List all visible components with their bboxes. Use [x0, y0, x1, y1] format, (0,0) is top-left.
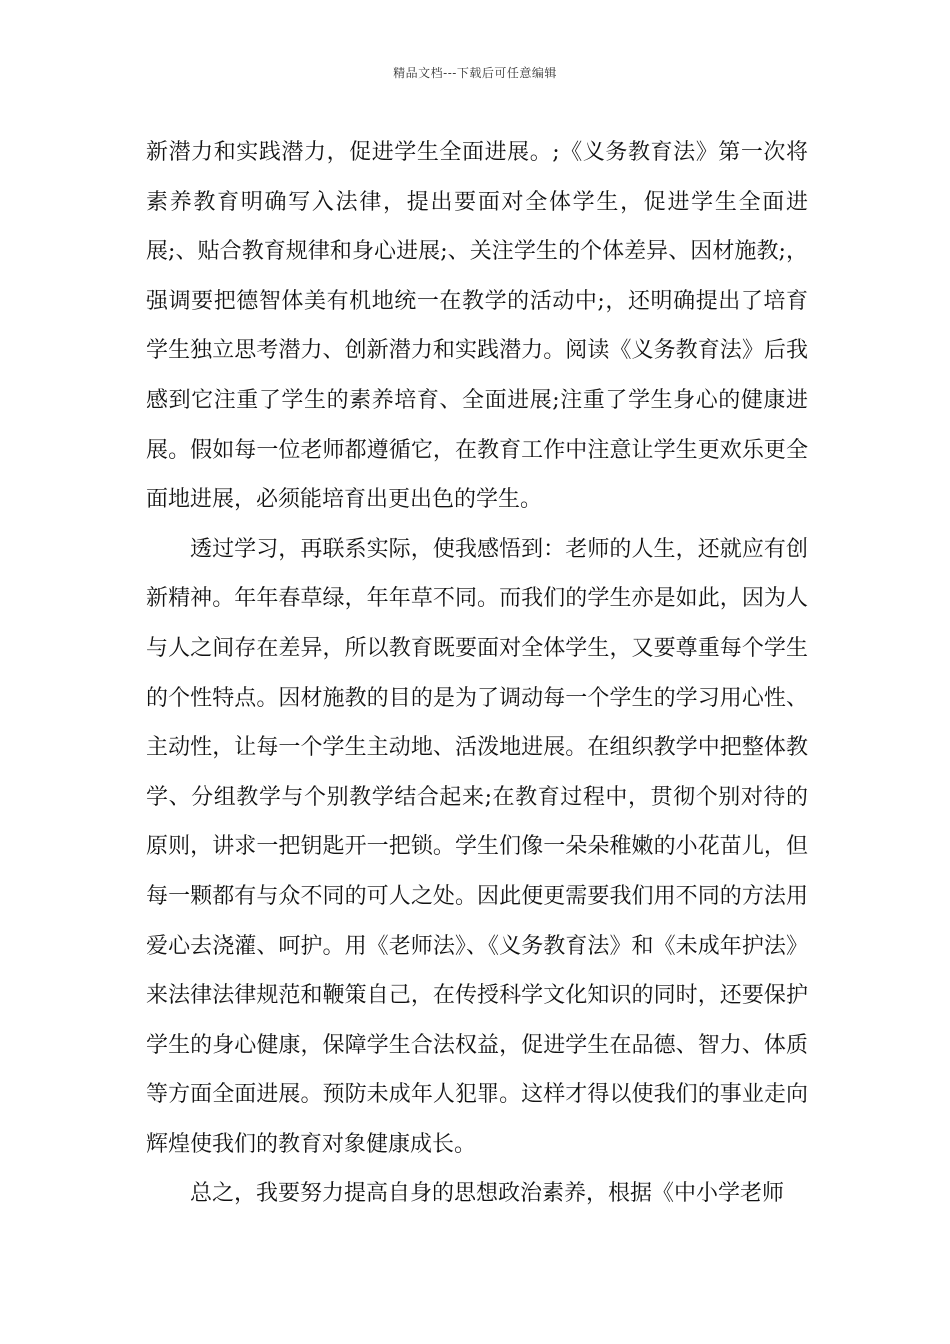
document-body — [146, 128, 808, 1219]
paragraph-3: 总之，我要努力提高自身的思想政治素养，根据《中小学老师 — [190, 1181, 785, 1207]
paragraph-2: 透过学习，再联系实际，使我感悟到：老师的人生，还就应有创新精神。年年春草绿，年年草不同。而我们的学生亦是如此，因为人与人之间存在差异，所以教育既要面对全体学生，又要尊重每个学生的个性特点。因材施教的目的是为了调动每一个学生的学习用心性、主动性，让每一个学生主动地、活泼地进展。在组织教学中把整体教学、分组教学与个别教学结合起来;在教育过程中，贯彻个别对待的原则，讲求一把钥匙开一把锁。学生们像一朵朵稚嫩的小花苗儿，但每一颗都有与众不同的可人之处。因此便更需要我们用不同的方法用爱心去浇灌、呵护。用《老师法》、《义务教育法》和《未成年护法》来法律法律规范和鞭策自己，在传授科学文化知识的同时，还要保护学生的身心健康，保障学生合法权益，促进学生在品德、智力、体质等方面全面进展。预防未成年人犯罪。这样才得以使我们的事业走向辉煌使我们的教育对象健康成长。 — [146, 536, 808, 1157]
paragraph-1: 新潜力和实践潜力，促进学生全面进展。;《义务教育法》第一次将素养教育明确写入法律，提出要面对全体学生，促进学生全面进展;、贴合教育规律和身心进展;、关注学生的个体差异、因材施教;，强调要把德智体美有机地统一在教学的活动中;，还明确提出了培育学生独立思考潜力、创新潜力和实践潜力。阅读《义务教育法》后我感到它注重了学生的素养培育、全面进展;注重了学生身心的健康进展。假如每一位老师都遵循它，在教育工作中注意让学生更欢乐更全面地进展，必须能培育出更出色的学生。 — [146, 140, 808, 513]
page-header: 精品文档---下载后可任意编辑 — [393, 66, 557, 80]
